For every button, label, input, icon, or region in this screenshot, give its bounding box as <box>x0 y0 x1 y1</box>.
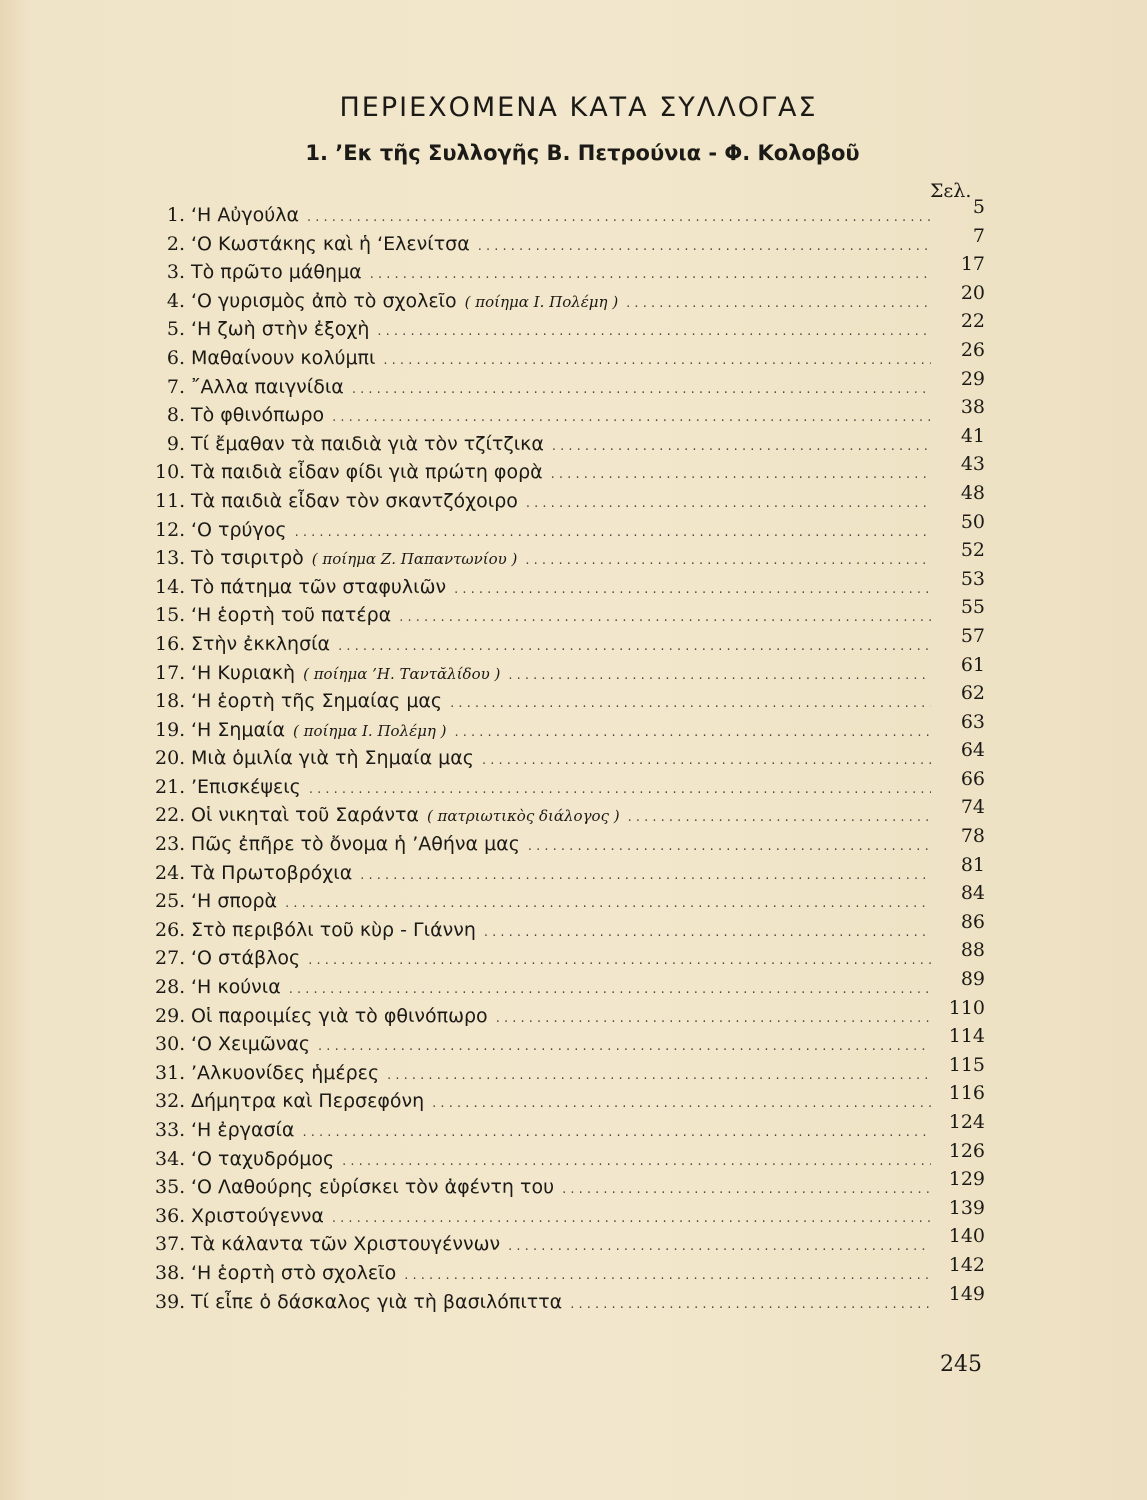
entry-number: 33. <box>155 1119 186 1141</box>
entry-title: ῎Αλλα παιγνίδια <box>191 375 344 398</box>
dot-leader <box>478 239 931 254</box>
entry-number: 15. <box>155 604 186 627</box>
entry-title: Στὴν ἐκκλησία <box>191 632 331 655</box>
entry-number: 9. <box>166 432 185 455</box>
entry-title: ‘Η κούνια <box>191 976 281 999</box>
entry-title: ‘Η σπορὰ <box>191 890 278 913</box>
entry-number: 14. <box>155 575 186 598</box>
dot-leader <box>338 639 931 654</box>
dot-leader <box>484 925 931 940</box>
entry-number: 37. <box>155 1233 186 1256</box>
toc-entry <box>155 567 985 605</box>
toc-entry <box>155 996 985 1034</box>
entry-page: 84 <box>960 882 985 905</box>
entry-page: 64 <box>960 739 985 762</box>
entry-title: ’Αλκυονίδες ἡμέρες <box>191 1061 380 1084</box>
entry-number: 18. <box>155 690 186 713</box>
toc-entry <box>155 196 985 233</box>
collection-subtitle: 1. ’Εκ τῆς Συλλογῆς Β. Πετρούνια - Φ. Κολοβοῦ <box>305 141 860 165</box>
entry-page: 20 <box>960 281 985 304</box>
toc-entry <box>155 539 985 576</box>
entry-title: Τὸ πάτημα τῶν σταφυλιῶν <box>191 575 447 598</box>
dot-leader <box>454 582 931 597</box>
toc-entry <box>155 710 985 748</box>
entry-page: 66 <box>960 767 985 790</box>
toc-entry <box>155 1082 985 1119</box>
toc-entry <box>155 1111 985 1148</box>
toc-entry <box>155 624 985 662</box>
entry-page: 5 <box>972 196 985 218</box>
toc-entry <box>155 253 985 290</box>
entry-title: ‘Ο στάβλος <box>191 947 301 970</box>
entry-page: 78 <box>960 825 985 848</box>
dot-leader <box>508 1239 931 1254</box>
entry-page: 86 <box>960 910 985 933</box>
toc-entry <box>155 1196 985 1234</box>
entry-page: 52 <box>960 539 985 562</box>
dot-leader <box>528 839 931 854</box>
entry-note: ( ποίημα Ι. Πολέμη ) <box>464 292 619 311</box>
page-number: 245 <box>940 1352 982 1377</box>
entry-number: 10. <box>155 461 186 484</box>
entry-number: 20. <box>155 747 186 770</box>
entry-page: 50 <box>960 510 985 533</box>
dot-leader <box>302 1125 931 1140</box>
entry-page: 126 <box>948 1139 985 1162</box>
entry-page: 57 <box>960 624 985 647</box>
toc-entry <box>155 1053 985 1091</box>
entry-page: 22 <box>960 310 985 333</box>
entry-title: ‘Ο Λαθούρης εὑρίσκει τὸν ἀφέντη του <box>191 1176 555 1199</box>
entry-number: 11. <box>155 489 186 512</box>
entry-page: 61 <box>960 653 985 676</box>
dot-leader <box>352 382 931 397</box>
entry-note: ( ποίημα Ζ. Παπαντωνίου ) <box>311 550 518 569</box>
toc-entry <box>155 224 985 262</box>
toc-entry <box>155 910 985 948</box>
entry-title: ‘Η Αὐγούλα <box>191 204 299 226</box>
dot-leader <box>360 868 931 883</box>
entry-page: 43 <box>960 453 985 476</box>
toc-entry <box>155 338 985 376</box>
toc-entry <box>155 481 985 519</box>
entry-number: 21. <box>155 775 186 798</box>
entry-number: 23. <box>155 833 186 856</box>
entry-page: 88 <box>960 939 985 962</box>
dot-leader <box>628 810 931 825</box>
toc-entry <box>155 453 985 490</box>
entry-number: 39. <box>155 1290 186 1313</box>
entry-number: 34. <box>155 1147 186 1170</box>
entry-title: Οἱ νικηταὶ τοῦ Σαράντα <box>191 804 419 827</box>
toc-entry <box>155 825 985 862</box>
entry-page: 17 <box>960 253 985 276</box>
entry-title: Μιὰ ὁμιλία γιὰ τὴ Σημαία μας <box>191 747 474 770</box>
dot-leader <box>332 410 931 425</box>
entry-title: Τί εἶπε ὁ δάσκαλος γιὰ τὴ βασιλόπιττα <box>191 1290 563 1313</box>
dot-leader <box>570 1297 931 1312</box>
entry-title: ‘Η ἑορτὴ τοῦ πατέρα <box>191 604 392 627</box>
dot-leader <box>450 696 931 711</box>
entry-number: 25. <box>155 890 186 913</box>
dot-leader <box>525 553 931 568</box>
toc-entry <box>155 939 985 976</box>
entry-title: ‘Ο ταχυδρόμος <box>191 1147 335 1170</box>
dot-leader <box>455 725 932 740</box>
entry-page: 114 <box>948 1025 985 1048</box>
entry-number: 27. <box>155 947 186 970</box>
entry-number: 5. <box>166 318 185 341</box>
dot-leader <box>387 1068 931 1083</box>
entry-number: 22. <box>155 804 186 827</box>
entry-page: 26 <box>960 338 985 361</box>
entry-page: 149 <box>948 1282 985 1305</box>
toc-entry <box>155 968 985 1005</box>
entry-page: 116 <box>948 1082 985 1105</box>
dot-leader <box>383 353 931 368</box>
entry-title: Τὰ παιδιὰ εἶδαν τὸν σκαντζόχοιρο <box>191 489 518 512</box>
entry-title: ‘Η ἑορτὴ στὸ σχολεῖο <box>191 1261 397 1284</box>
entry-note: ( ποίημα Ι. Πολέμη ) <box>292 721 447 740</box>
entry-number: 2. <box>166 232 185 255</box>
entry-page: 115 <box>948 1053 985 1076</box>
entry-page: 74 <box>960 796 985 819</box>
entry-page: 81 <box>960 853 985 876</box>
dot-leader <box>285 896 931 911</box>
dot-leader <box>399 610 931 625</box>
entry-page: 110 <box>948 996 985 1019</box>
toc-entry <box>155 1282 985 1320</box>
toc-entry <box>155 653 985 691</box>
dot-leader <box>404 1268 931 1283</box>
toc-entry <box>155 682 985 719</box>
entry-number: 30. <box>155 1033 186 1056</box>
toc-entry <box>155 1139 985 1177</box>
entry-page: 142 <box>948 1253 985 1276</box>
entry-note: ( πατριωτικὸς διάλογος ) <box>426 807 620 826</box>
dot-leader <box>289 982 931 997</box>
entry-number: 12. <box>155 518 186 541</box>
toc-entry <box>155 853 985 891</box>
table-of-contents <box>155 196 985 1319</box>
entry-title: Τὰ παιδιὰ εἶδαν φίδι γιὰ πρώτη φορὰ <box>191 461 543 484</box>
toc-entry <box>155 310 985 347</box>
dot-leader <box>496 1011 931 1026</box>
entry-title: Τὰ Πρωτοβρόχια <box>191 861 353 884</box>
toc-entry <box>155 1225 985 1262</box>
entry-page: 139 <box>948 1196 985 1219</box>
toc-entry <box>155 396 985 433</box>
dot-leader <box>370 267 931 282</box>
entry-number: 38. <box>155 1261 186 1284</box>
entry-number: 1. <box>166 204 185 226</box>
entry-number: 24. <box>155 861 186 884</box>
dot-leader <box>318 1039 931 1054</box>
dot-leader <box>342 1154 931 1169</box>
entry-title: Τὸ τσιριτρὸ <box>191 547 304 570</box>
entry-title: ‘Η ζωὴ στὴν ἐξοχὴ <box>191 318 370 341</box>
entry-title: Δήμητρα καὶ Περσεφόνη <box>191 1090 425 1113</box>
entry-number: 7. <box>166 375 185 398</box>
toc-entry <box>155 1253 985 1291</box>
toc-entry <box>155 882 985 919</box>
entry-title: Τὰ κάλαντα τῶν Χριστουγέννων <box>191 1233 501 1256</box>
entry-page: 48 <box>960 481 985 504</box>
entry-title: ‘Ο τρύγος <box>191 518 287 541</box>
dot-leader <box>308 953 931 968</box>
entry-title: ’Επισκέψεις <box>191 775 301 798</box>
dot-leader <box>432 1096 931 1111</box>
entry-title: Στὸ περιβόλι τοῦ κὺρ - Γιάννη <box>191 918 476 941</box>
entry-number: 28. <box>155 976 186 999</box>
entry-title: Τὸ πρῶτο μάθημα <box>191 261 362 284</box>
entry-number: 36. <box>155 1204 186 1227</box>
entry-title: Χριστούγεννα <box>191 1204 324 1227</box>
toc-entry <box>155 281 985 319</box>
entry-number: 19. <box>155 718 186 741</box>
toc-entry <box>155 767 985 805</box>
entry-title: ‘Η Σημαία <box>191 718 285 741</box>
entry-number: 8. <box>166 404 185 427</box>
entry-number: 35. <box>155 1176 186 1199</box>
entry-page: 89 <box>960 968 985 991</box>
dot-leader <box>307 210 931 225</box>
page-title: ΠΕΡΙΕΧΟΜΕΝΑ ΚΑΤΑ ΣΥΛΛΟΓΑΣ <box>339 92 818 123</box>
entry-page: 140 <box>948 1225 985 1248</box>
entry-number: 4. <box>166 289 185 312</box>
entry-title: ‘Ο Κωστάκης καὶ ἡ ‘Ελενίτσα <box>191 232 470 255</box>
toc-entry <box>155 367 985 405</box>
entry-title: ‘Η ἐργασία <box>191 1119 295 1141</box>
dot-leader <box>562 1182 931 1197</box>
entry-title: ‘Η ἑορτὴ τῆς Σημαίας μας <box>191 690 443 713</box>
entry-page: 62 <box>960 682 985 705</box>
entry-number: 31. <box>155 1061 186 1084</box>
toc-entry <box>155 510 985 548</box>
entry-number: 26. <box>155 918 186 941</box>
entry-page: 63 <box>960 710 985 733</box>
entry-note: ( ποίημα ’Η. Ταντᾰλίδου ) <box>303 664 501 683</box>
dot-leader <box>309 782 931 797</box>
dot-leader <box>482 753 931 768</box>
entry-number: 32. <box>155 1090 186 1113</box>
dot-leader <box>508 668 931 683</box>
toc-entry <box>155 596 985 633</box>
entry-page: 124 <box>948 1111 985 1133</box>
page-column-label: Σελ. <box>930 180 972 202</box>
dot-leader <box>526 496 931 511</box>
entry-title: ‘Ο γυρισμὸς ἀπὸ τὸ σχολεῖο <box>191 289 457 312</box>
entry-page: 53 <box>960 567 985 590</box>
toc-entry <box>155 1168 985 1205</box>
entry-title: Οἱ παροιμίες γιὰ τὸ φθινόπωρο <box>191 1004 488 1027</box>
entry-title: ‘Η Κυριακὴ <box>191 661 296 684</box>
entry-number: 17. <box>155 661 186 684</box>
toc-entry <box>155 1025 985 1062</box>
entry-number: 13. <box>155 547 186 570</box>
toc-entry <box>155 796 985 833</box>
entry-page: 129 <box>948 1168 985 1191</box>
dot-leader <box>551 467 931 482</box>
entry-title: Τί ἔμαθαν τὰ παιδιὰ γιὰ τὸν τζίτζικα <box>191 432 544 455</box>
entry-title: Πῶς ἐπῆρε τὸ ὄνομα ἡ ’Αθήνα μας <box>191 833 520 856</box>
entry-page: 7 <box>972 224 985 247</box>
toc-entry <box>155 739 985 776</box>
toc-entry <box>155 424 985 462</box>
entry-page: 38 <box>960 396 985 419</box>
entry-page: 29 <box>960 367 985 390</box>
dot-leader <box>626 296 931 311</box>
entry-number: 29. <box>155 1004 186 1027</box>
entry-number: 6. <box>166 346 185 369</box>
dot-leader <box>552 439 931 454</box>
dot-leader <box>295 525 931 540</box>
entry-page: 55 <box>960 596 985 619</box>
entry-title: ‘Ο Χειμῶνας <box>191 1033 311 1056</box>
dot-leader <box>377 324 931 339</box>
entry-title: Μαθαίνουν κολύμπι <box>191 346 376 369</box>
entry-number: 16. <box>155 632 186 655</box>
entry-number: 3. <box>166 261 185 284</box>
dot-leader <box>332 1211 931 1226</box>
entry-title: Τὸ φθινόπωρο <box>191 404 325 427</box>
entry-page: 41 <box>960 424 985 447</box>
